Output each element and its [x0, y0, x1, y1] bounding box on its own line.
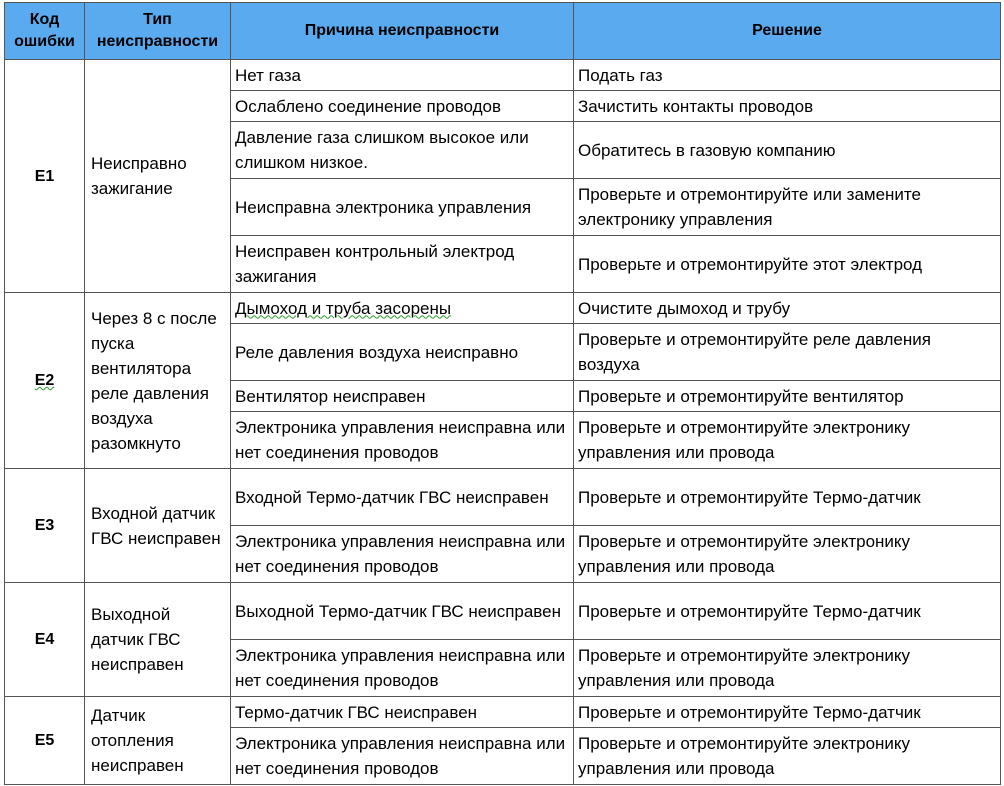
- cause-cell: Электроника управления неисправна или нет соединения проводов: [231, 526, 574, 583]
- cause-cell: [231, 293, 574, 324]
- header-solution: Решение: [574, 3, 1001, 60]
- header-fault-cause: Причина неисправности: [231, 3, 574, 60]
- cause-cell: Неисправен контрольный электрод зажигания: [231, 236, 574, 293]
- table-row: [5, 293, 1001, 324]
- table-row: [5, 60, 1001, 91]
- solution-cell: Проверьте и отремонтируйте этот электрод: [574, 236, 1001, 293]
- solution-cell: Проверьте и отремонтируйте электронику управления или провода: [574, 526, 1001, 583]
- solution-cell: Проверьте и отремонтируйте или замените электронику управления: [574, 179, 1001, 236]
- solution-cell: Проверьте и отремонтируйте Термо-датчик: [574, 469, 1001, 526]
- cause-cell: Электроника управления неисправна или нет соединения проводов: [231, 412, 574, 469]
- solution-cell: Подать газ: [574, 60, 1001, 91]
- solution-cell: Проверьте и отремонтируйте электронику управления или провода: [574, 412, 1001, 469]
- error-code-cell: [5, 293, 85, 469]
- cause-cell: Нет газа: [231, 60, 574, 91]
- solution-cell: Проверьте и отремонтируйте вентилятор: [574, 381, 1001, 412]
- solution-cell: Обратитесь в газовую компанию: [574, 122, 1001, 179]
- solution-cell: Проверьте и отремонтируйте реле давления воздуха: [574, 324, 1001, 381]
- solution-cell: Проверьте и отремонтируйте Термо-датчик: [574, 697, 1001, 728]
- solution-cell: Проверьте и отремонтируйте электронику управления или провода: [574, 728, 1001, 785]
- fault-type-cell: Неисправно зажигание: [85, 60, 231, 293]
- error-code-cell: E5: [5, 697, 85, 785]
- error-codes-table: [4, 2, 1001, 785]
- cause-cell: Вентилятор неисправен: [231, 381, 574, 412]
- cause-cell: Выходной Термо-датчик ГВС неисправен: [231, 583, 574, 640]
- solution-cell: Очистите дымоход и трубу: [574, 293, 1001, 324]
- header-error-code: Код ошибки: [5, 3, 85, 60]
- error-code-cell: E1: [5, 60, 85, 293]
- cause-cell: Термо-датчик ГВС неисправен: [231, 697, 574, 728]
- cause-cell: Входной Термо-датчик ГВС неисправен: [231, 469, 574, 526]
- cause-cell: Неисправна электроника управления: [231, 179, 574, 236]
- header-fault-type: Тип неисправности: [85, 3, 231, 60]
- fault-type-cell: Выходной датчик ГВС неисправен: [85, 583, 231, 697]
- table-row: [5, 583, 1001, 640]
- solution-cell: Проверьте и отремонтируйте Термо-датчик: [574, 583, 1001, 640]
- fault-type-cell: Датчик отопления неисправен: [85, 697, 231, 785]
- table-row: [5, 469, 1001, 526]
- cause-text: Дымоход и труба засорены: [235, 298, 452, 318]
- error-code-cell: E4: [5, 583, 85, 697]
- solution-cell: Зачистить контакты проводов: [574, 91, 1001, 122]
- cause-cell: Реле давления воздуха неисправно: [231, 324, 574, 381]
- cause-cell: Давление газа слишком высокое или слишком низкое.: [231, 122, 574, 179]
- solution-cell: Проверьте и отремонтируйте электронику управления или провода: [574, 640, 1001, 697]
- error-code-cell: E3: [5, 469, 85, 583]
- error-code-text: E2: [34, 372, 55, 389]
- cause-cell: Электроника управления неисправна или нет соединения проводов: [231, 728, 574, 785]
- table-row: [5, 697, 1001, 728]
- cause-cell: Электроника управления неисправна или нет соединения проводов: [231, 640, 574, 697]
- fault-type-cell: Через 8 с после пуска вентилятора реле давления воздуха разомкнуто: [85, 293, 231, 469]
- fault-type-cell: Входной датчик ГВС неисправен: [85, 469, 231, 583]
- cause-cell: Ослаблено соединение проводов: [231, 91, 574, 122]
- header-row: [5, 3, 1001, 60]
